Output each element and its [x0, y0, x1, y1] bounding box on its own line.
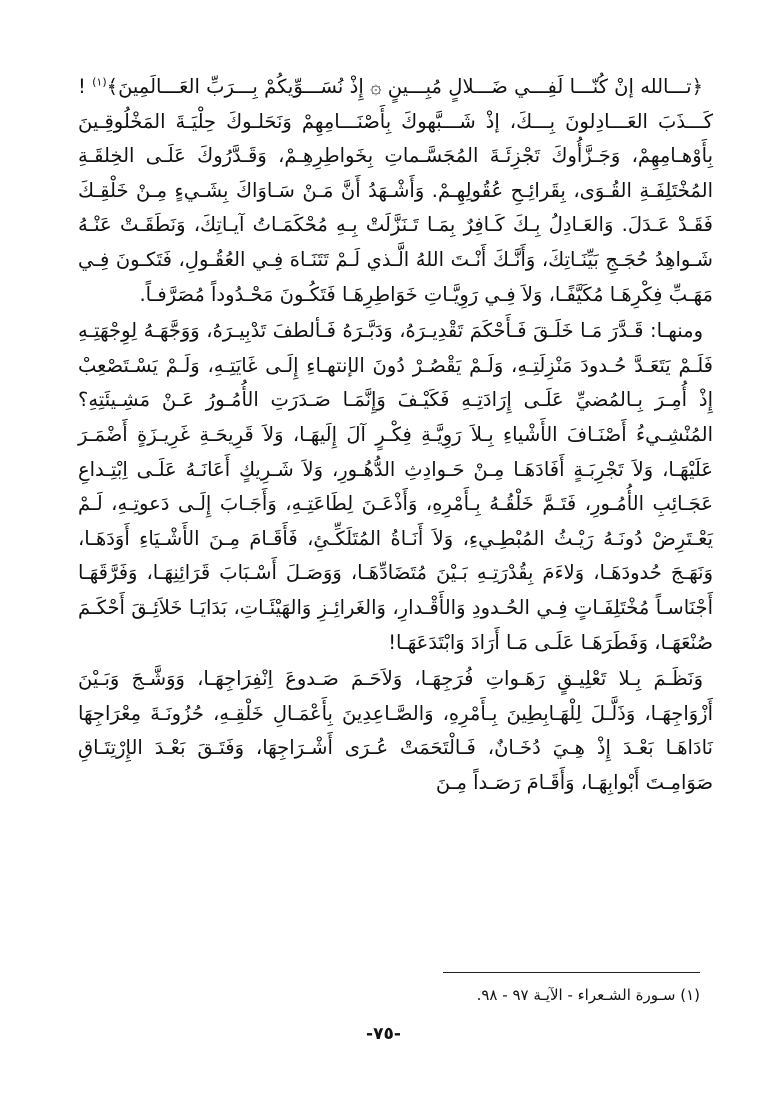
paragraph-2: ومنهـا: قَـدَّرَ مَـا خَلَـقَ فَـأَحْكَمَ تَقْدِيـرَهُ، وَدَبَّـرَهُ فَـألطفَ تَدْبِيـرَهُ، وَوَجَّهَـهُ لِوِجْهَتِـهِ فَلَـمْ يَتَعَـدَّ حُـدودَ مَنْزِلَتِـهِ، وَلَـمْ يَقْصُـرْ دُونَ الإنتهـاءِ إِلَـى غَايَتِـهِ، وَلَـمْ يَسْـتَصْعِبْ إِذْ أُمِـرَ بِـالمُضيِّ عَلَـى إِرَادَتِـهِ فَكَيْـفَ وَإِنَّمَـا صَـدَرَتِ الأُمُـورُ عَـنْ مَشِـيئَتِهِ؟ المُنْشِـيءُ أَصْنَـافَ الأَشْياءِ بِـلاَ رَوِيَّـةِ فِكْـرٍ آلَ إِلَيهَـا، وَلاَ قَرِيحَـةِ غَرِيـزَةٍ أَضْمَـرَ عَلَيْهَـا، وَلاَ تَجْرِبَـةٍ أَفَادَهَـا مِـنْ حَـوادِثِ الدُّهُـورِ، وَلاَ شَـرِيكٍ أَعَانَـهُ عَلَـى اِبْتِـداعِ عَجَـائِبِ الأُمُـورِ، فَتَـمَّ خَلْقُـهُ بِـأَمْرِهِ، وَأَذْعَـنَ لِطَاعَتِـهِ، وَأَجَـابَ إِلَـى دَعوتِـهِ، لَـمْ يَعْـتَرِضْ دُونَـهُ رَيْـثُ المُبْطِـيءِ، وَلاَ أَنَـاةُ المُتَلَكِّـئِ، فَأَقَـامَ مِـنَ الأَشْـيَاءِ أَوَدَهَـا، وَنَهَـجَ حُدودَهَـا، وَلاءَمَ بِقُدْرَتِـهِ بَـيْنَ مُتَضَادِّهَـا، وَوَصَـلَ أَسْـبَابَ قَرَائِنِهَـا، وَفَرَّقَهَـا أَجْنَاسـاً مُخْتَلِفَـاتٍ فِـي الحُـدودِ وَالأَقْـدارِ، وَالغَرائِـزِ وَالهَيْئَـاتِ، بَدَايَـا خَلاَئِـقَ أَحْكَـمَ صُنْعَهَـا، وَفَطَرَهَـا عَلَـى مَـا أَرَادَ وَابْتَدَعَهَـا!: [78, 319, 713, 654]
paragraph-1-text-after-ref: ! كَـــذَبَ العَـــادِلونَ بِـــكَ، إذْ شَـــبَّهوكَ بِأَصْنَـــامِهِمْ وَنَحَلـوكَ حِلْيَـةَ المَخْلُوقِـينَ بِأَوْهـامِهِمْ، وَجَـزَّأُوكَ تَجْزِئَـةَ المُجَسَّـماتِ بِخَواطِرِهِـمْ، وَقَـدَّرُوكَ عَلَـى الخِلقَـةِ المُخْتَلِفَـةِ القُـوَى، بِقَرائِـحِ عُقُولِهِـمْ. وَأَشْـهَدُ أَنَّ مَـنْ سَـاوَاكَ بِشَـيءٍ مِـنْ خَلْقِـكَ فَقَـدْ عَـدَلَ. وَالعَـادِلُ بِـكَ كَـافِرٌ بِمَـا تَـنَزَّلَتْ بِـهِ مُحْكَمَـاتُ آيـاتِكَ، وَنَطَقَـتْ عَنْـهُ شَـواهِدُ حُجَـجِ بَيِّنَـاتِكَ، وَأَنَّـكَ أَنْـتَ اللهُ الَّـذي لَـمْ تَتَنَـاهَ فِـي العُقُـولِ، فَتَكـونَ فِـي مَهَـبِّ فِكْرِهَـا مُكَيَّفًـا، وَلاَ فِـي رَوِيَّـاتِ خَوَاطِرِهَـا فَتَكُـونَ مَحْـدُوداً مُصَرَّفـاً.: [78, 75, 713, 306]
footnote: (١) سـورة الشـعراء - الآيـة ٩٧ - ٩٨.: [476, 986, 700, 1004]
paragraph-1: [78, 70, 713, 312]
footnote-reference[interactable]: (١): [92, 75, 107, 89]
paragraph-1-text-before-ref: ﴿تـــالله إنْ كُنّـــا لَفِـــي ضَـــلالٍ مُبِـــينٍ ۞ إِذْ نُسَـــوِّيكُمْ بِـــرَبِّ العَـــالَمِينَ﴾: [106, 75, 703, 98]
main-text: [78, 70, 713, 800]
paragraph-3: وَنَظَـمَ بِـلا تَعْلِيـقٍ رَهَـواتِ فُرَجِهَـا، وَلاَحَـمَ صَـدوعَ اِنْفِرَاجِهَـا، وَوَشَّـجَ وَبَـيْنَ أَزْوَاجِهَـا، وَذَلَّـلَ لِلْهَـابِطِينَ بِـأَمْرِهِ، وَالصَّـاعِدِينَ بِأَعْمَـالِ خَلْقِـهِ، حُزُونَـةَ مِعْرَاجِهَا نَادَاهَـا بَعْـدَ إِذْ هِـيَ دُخَـانٌ، فَـالْتَحَمَتْ عُـرَى أَشْـرَاجِهَا، وَفَتَـقَ بَعْـدَ الإِرْتِتَـاقِ صَوَامِـتَ أَبْوابِهَـا، وَأَقَـامَ رَصَـداً مِـنَ: [78, 667, 713, 794]
footnote-divider: [443, 972, 700, 973]
page-number: -٧٥-: [366, 1024, 401, 1044]
